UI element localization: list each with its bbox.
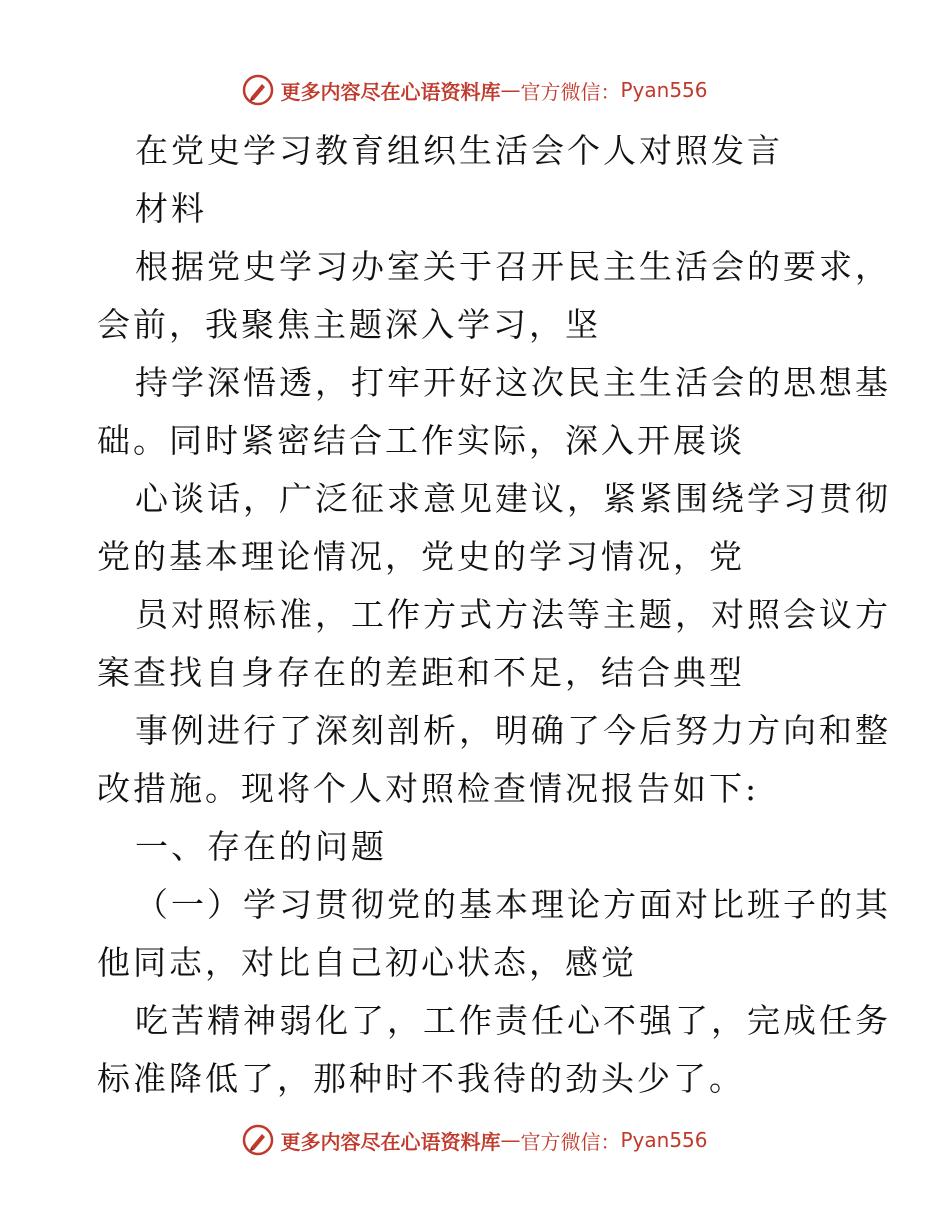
text-line: 础。同时紧密结合工作实际，深入开展谈 [97,421,745,460]
watermark-banner-bottom [0,1120,950,1160]
watermark-separator: — [500,1128,521,1152]
text-line: 事例进行了深刻剖析，明确了今后努力方向和整 [135,711,891,750]
document-body [97,122,891,1108]
watermark-wechat-label: 官方微信： [520,1129,621,1154]
watermark-separator: — [500,78,521,102]
watermark-banner-top [0,70,950,110]
text-line: 标准降低了，那种时不我待的劲头少了。 [97,1059,745,1098]
text-line: 员对照标准，工作方式方法等主题，对照会议方 [135,595,891,634]
text-line: 案查找自身存在的差距和不足，结合典型 [97,653,745,692]
text-line: 一、存在的问题 [135,827,387,866]
watermark-wechat-id: Pyan556 [620,78,708,102]
text-line: 在党史学习教育组织生活会个人对照发言 [135,131,783,170]
watermark-main-text: 更多内容尽在心语资料库 [280,1129,501,1154]
watermark-wechat-label: 官方微信： [520,79,621,104]
text-line: 他同志，对比自己初心状态，感觉 [97,943,637,982]
text-line: 持学深悟透，打牢开好这次民主生活会的思想基 [135,363,891,402]
text-line: 材料 [135,189,207,228]
text-line: 吃苦精神弱化了，工作责任心不强了，完成任务 [135,1001,891,1040]
text-line: 根据党史学习办室关于召开民主生活会的要求， [135,247,891,286]
text-line: 心谈话，广泛征求意见建议，紧紧围绕学习贯彻 [135,479,891,518]
text-line: 会前，我聚焦主题深入学习，坚 [97,305,601,344]
text-line: 党的基本理论情况，党史的学习情况，党 [97,537,745,576]
watermark-wechat-id: Pyan556 [620,1128,708,1152]
watermark-main-text: 更多内容尽在心语资料库 [280,79,501,104]
pen-logo-icon [242,1124,274,1156]
text-line: 改措施。现将个人对照检查情况报告如下: [97,769,760,808]
pen-logo-icon [242,74,274,106]
text-line: （一）学习贯彻党的基本理论方面对比班子的其 [135,885,891,924]
